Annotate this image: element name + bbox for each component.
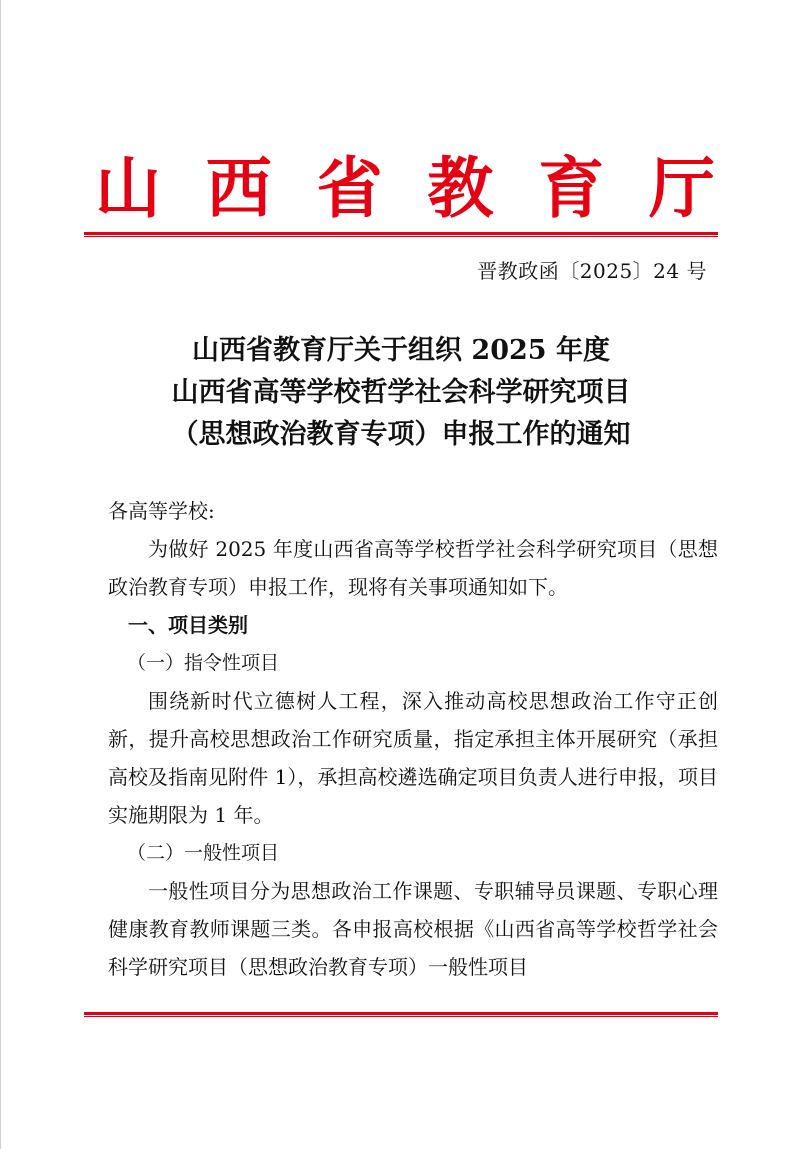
authority-char: 西	[205, 149, 272, 227]
title-line-3: （思想政治教育专项）申报工作的通知	[171, 419, 631, 450]
document-number: 晋教政函〔2025〕24 号	[477, 259, 707, 283]
authority-char: 厅	[648, 149, 715, 227]
authority-char: 教	[427, 149, 494, 227]
footer-red-divider	[84, 1012, 718, 1018]
document-header	[0, 0, 811, 250]
authority-char: 省	[316, 149, 383, 227]
document-body	[108, 492, 718, 986]
authority-char: 山	[95, 149, 161, 227]
authority-char: 育	[538, 149, 605, 227]
intro-paragraph: 为做好 2025 年度山西省高等学校哲学社会科学研究项目（思想政治教育专项）申报工作，现将有关事项通知如下。	[108, 537, 718, 599]
salutation: 各高等学校:	[108, 499, 215, 523]
general-projects-paragraph: 一般性项目分为思想政治工作课题、专职辅导员课题、专职心理健康教育教师课题三类。各申报高校根据《山西省高等学校哲学社会科学研究项目（思想政治教育专项）一般性项目	[108, 879, 718, 979]
directive-projects-paragraph: 围绕新时代立德树人工程，深入推动高校思想政治工作守正创新，提升高校思想政治工作研究质量，指定承担主体开展研究（承担高校及指南见附件 1），承担高校遴选确定项目负责人进行申报，项目实施期限为 1 年。	[108, 689, 718, 827]
subsection-heading-general-projects: （二）一般性项目	[127, 842, 280, 864]
section-heading-project-categories: 一、项目类别	[128, 613, 248, 637]
title-line-1: 山西省教育厅关于组织 2025 年度	[192, 335, 610, 366]
issuing-authority-name	[95, 143, 715, 233]
document-title	[84, 330, 718, 456]
subsection-heading-directive-projects: （一）指令性项目	[127, 652, 280, 674]
header-red-divider	[84, 232, 718, 238]
title-line-2: 山西省高等学校哲学社会科学研究项目	[171, 377, 631, 408]
